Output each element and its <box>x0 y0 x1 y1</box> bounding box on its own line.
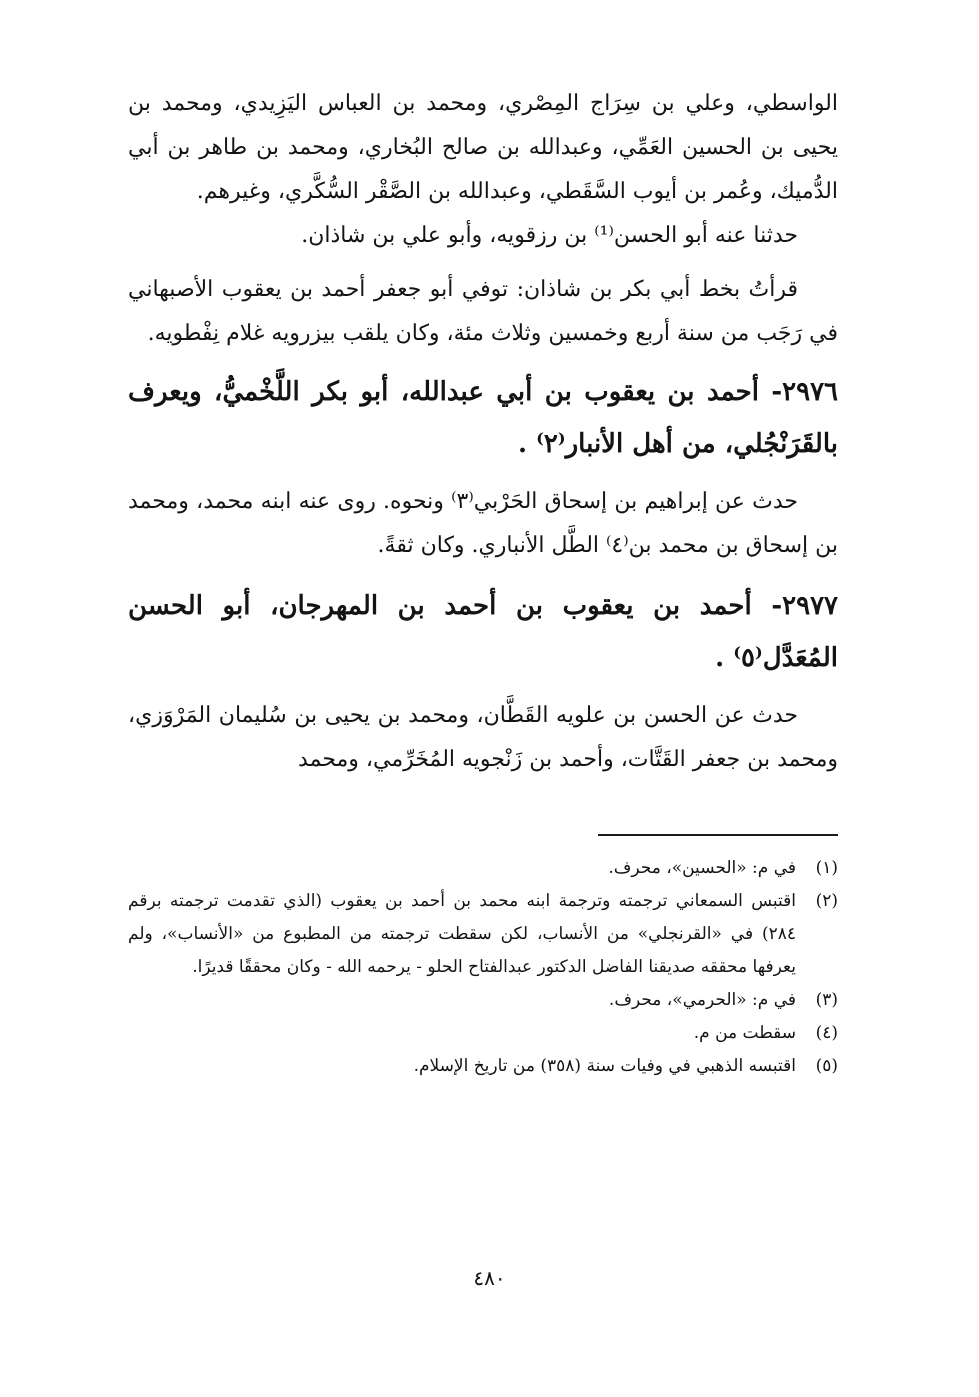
footnote-number: (٤) <box>815 1023 838 1043</box>
paragraph: قرأتُ بخط أبي بكر بن شاذان: توفي أبو جعفر أحمد بن يعقوب الأصبهاني في رَجَب من سنة أربع وخمسين وثلاث مئة، وكان يلقب بيزرويه غلام نِفْطويه. <box>128 277 838 346</box>
footnote-text: اقتبس السمعاني ترجمته وترجمة ابنه محمد بن أحمد بن يعقوب (الذي تقدمت ترجمته برقم ٢٨٤) في «القرنجلي» من الأنساب، لكن سقطت ترجمته من المطبوع من «الأنساب»، ولم يعرفها محققه صديقنا الفاضل الدكتور عبدالفتاح الحلو - يرحمه الله - وكان محققًا قديرًا. <box>128 891 796 977</box>
footnote <box>128 1017 838 1050</box>
footnote-text: اقتبسه الذهبي في وفيات سنة (٣٥٨) من تاريخ الإسلام. <box>413 1056 796 1076</box>
footnote-number: (١) <box>815 858 838 878</box>
entry-heading: ٢٩٧٦- أحمد بن يعقوب بن أبي عبدالله، أبو بكر اللَّخْميُّ، ويعرف بالقَرَنْجُلي، من أهل الأنبار⁽٢⁾ . <box>128 377 838 459</box>
footnote <box>128 984 838 1017</box>
page-number: ٤٨٠ <box>473 1266 506 1290</box>
footnote-text: سقطت من م. <box>693 1023 796 1043</box>
footnote-number: (٥) <box>815 1056 838 1076</box>
footnote-number: (٣) <box>815 990 838 1010</box>
footnote-number: (٢) <box>815 891 838 911</box>
footnote <box>128 1050 838 1083</box>
main-text <box>128 82 838 782</box>
paragraph: حدث عن إبراهيم بن إسحاق الحَرْبي⁽٣⁾ ونحوه. روى عنه ابنه محمد، ومحمد بن إسحاق بن محمد بن⁽٤⁾ الطَّل الأنباري. وكان ثقةً. <box>128 489 838 558</box>
footnote-text: في م: «الحرمي»، محرف. <box>608 990 796 1010</box>
paragraph: حدث عن الحسن بن علويه القَطَّان، ومحمد بن يحيى بن سُليمان المَرْوَزي، ومحمد بن جعفر القَتَّات، وأحمد بن زَنْجويه المُخَرِّمي، ومحمد <box>128 703 838 772</box>
paragraph: الواسطي، وعلي بن سِرَاج المِصْري، ومحمد بن العباس اليَزِيدي، ومحمد بن يحيى بن الحسين العَمِّي، وعبدالله بن صالح البُخاري، ومحمد بن طاهر بن أبي الدُّميك، وعُمر بن أيوب السَّقَطي، وعبدالله بن الصَّقْر السُّكَّري، وغيرهم. <box>128 91 838 204</box>
footnote <box>128 852 838 885</box>
footnote <box>128 885 838 984</box>
footnotes <box>128 852 838 1083</box>
footnote-text: في م: «الحسين»، محرف. <box>608 858 796 878</box>
paragraph: حدثنا عنه أبو الحسن⁽¹⁾ بن رزقويه، وأبو علي بن شاذان. <box>301 223 798 248</box>
footnote-separator <box>598 834 838 836</box>
entry-heading: ٢٩٧٧- أحمد بن يعقوب بن أحمد بن المهرجان، أبو الحسن المُعَدَّل⁽٥⁾ . <box>128 591 838 673</box>
